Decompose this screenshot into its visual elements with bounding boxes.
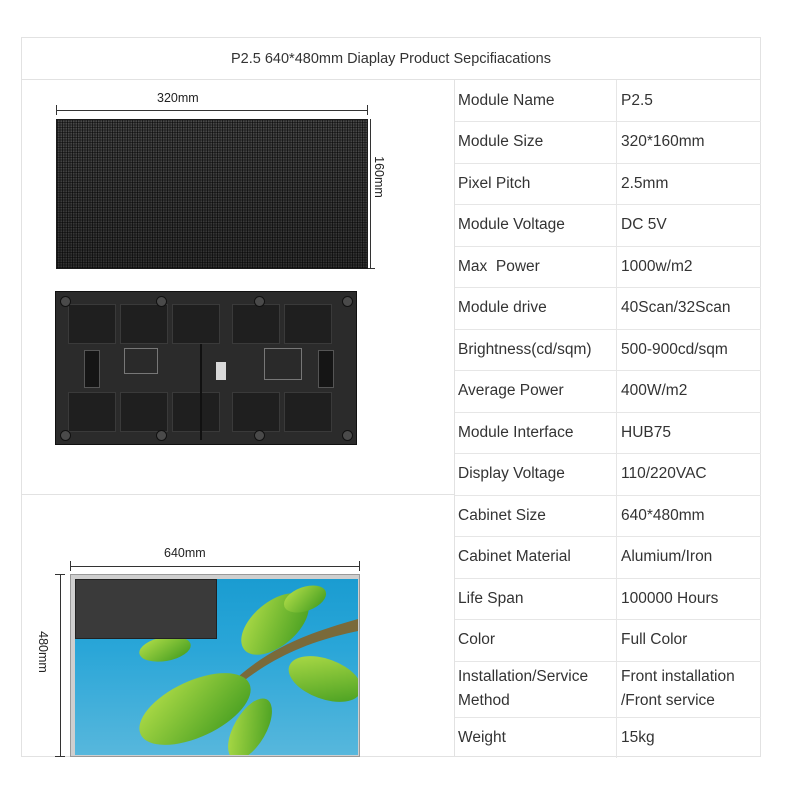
spec-label: Max Power xyxy=(455,246,617,288)
spec-label: Life Span xyxy=(455,578,617,620)
spec-label: Module Name xyxy=(455,80,617,122)
spec-value xyxy=(617,661,762,717)
spec-label: Module Voltage xyxy=(455,205,617,247)
spec-value: 110/220VAC xyxy=(617,454,762,496)
spec-value: Full Color xyxy=(617,620,762,662)
spec-label: Brightness(cd/sqm) xyxy=(455,329,617,371)
table-row xyxy=(455,454,761,496)
spec-label-line: Method xyxy=(458,692,510,709)
spec-value: 100000 Hours xyxy=(617,578,762,620)
spec-sheet xyxy=(21,37,761,757)
led-module-front-image xyxy=(56,119,368,269)
module-height-line xyxy=(370,119,371,269)
table-row xyxy=(455,329,761,371)
spec-value: HUB75 xyxy=(617,412,762,454)
spec-label: Cabinet Size xyxy=(455,495,617,537)
spec-value: 400W/m2 xyxy=(617,371,762,413)
table-row xyxy=(455,163,761,205)
cabinet-height-label: 480mm xyxy=(36,631,50,673)
spec-value: 320*160mm xyxy=(617,122,762,164)
spec-label: Module Size xyxy=(455,122,617,164)
table-row xyxy=(455,495,761,537)
spec-value-line: /Front service xyxy=(621,692,715,709)
module-width-tick-left xyxy=(56,105,57,115)
table-row xyxy=(455,412,761,454)
table-row xyxy=(455,205,761,247)
spec-label: Pixel Pitch xyxy=(455,163,617,205)
module-width-tick-right xyxy=(367,105,368,115)
table-row xyxy=(455,80,761,122)
spec-label: Color xyxy=(455,620,617,662)
spec-label: Module Interface xyxy=(455,412,617,454)
module-width-label: 320mm xyxy=(157,91,199,105)
spec-label: Display Voltage xyxy=(455,454,617,496)
table-row xyxy=(455,661,761,717)
table-row xyxy=(455,122,761,164)
cabinet-width-tick-right xyxy=(359,561,360,571)
spec-value: 40Scan/32Scan xyxy=(617,288,762,330)
spec-label-line: Installation/Service xyxy=(458,668,589,685)
table-row xyxy=(455,537,761,579)
spec-value: P2.5 xyxy=(617,80,762,122)
table-row xyxy=(455,246,761,288)
table-row xyxy=(455,578,761,620)
spec-table xyxy=(455,80,761,758)
cabinet-height-tick-bottom xyxy=(55,756,65,757)
spec-value-line: Front installation xyxy=(621,668,735,685)
table-row xyxy=(455,717,761,758)
spec-value: 500-900cd/sqm xyxy=(617,329,762,371)
panel-divider xyxy=(22,494,454,495)
spec-value: Alumium/Iron xyxy=(617,537,762,579)
cabinet-width-line xyxy=(70,566,360,567)
spec-label: Average Power xyxy=(455,371,617,413)
spec-value: 15kg xyxy=(621,728,655,746)
sheet-title: P2.5 640*480mm Diaplay Product Sepcifiacations xyxy=(22,38,760,80)
cabinet-display-photo xyxy=(75,579,358,755)
table-row xyxy=(455,371,761,413)
cabinet-width-tick-left xyxy=(70,561,71,571)
spec-label xyxy=(455,661,617,717)
spec-value: 1000w/m2 xyxy=(617,246,762,288)
cabinet-height-line xyxy=(60,574,61,757)
product-images-panel xyxy=(22,80,454,756)
table-row xyxy=(455,288,761,330)
spec-value: DC 5V xyxy=(617,205,762,247)
spec-value: 640*480mm xyxy=(617,495,762,537)
cabinet-image xyxy=(70,574,360,757)
module-width-line xyxy=(56,110,368,111)
cabinet-width-label: 640mm xyxy=(164,546,206,560)
cabinet-height-tick-top xyxy=(55,574,65,575)
table-row xyxy=(455,620,761,662)
spec-value: 2.5mm xyxy=(617,163,762,205)
spec-label: Cabinet Material xyxy=(455,537,617,579)
spec-label: Module drive xyxy=(455,288,617,330)
cabinet-back-corner xyxy=(75,579,217,639)
spec-label: Weight xyxy=(455,717,617,758)
led-module-back-image xyxy=(55,291,357,445)
module-height-label: 160mm xyxy=(372,156,386,198)
